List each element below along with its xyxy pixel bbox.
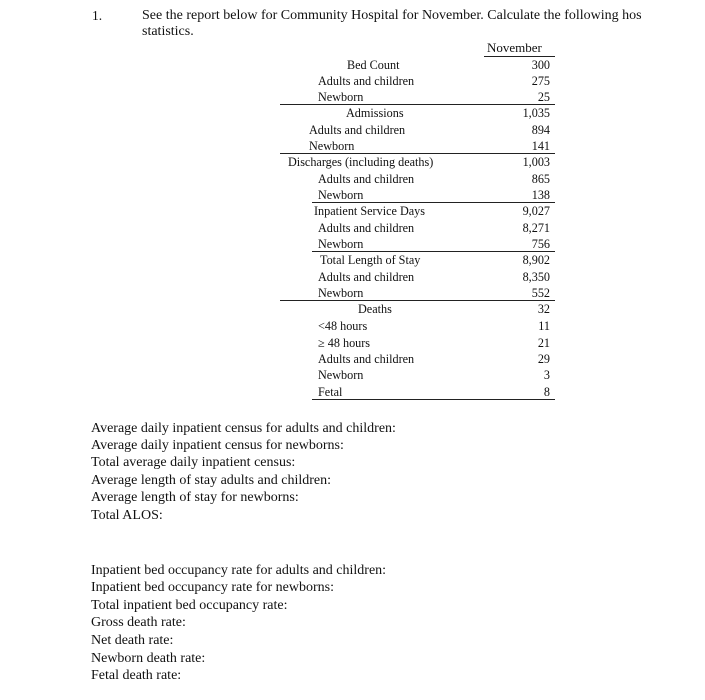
row-value: 9,027 [522, 204, 550, 218]
column-header: November [487, 40, 542, 55]
question-line: Total inpatient bed occupancy rate: [91, 598, 288, 613]
question-line: Gross death rate: [91, 615, 186, 630]
section-divider [312, 202, 555, 203]
question-line: Net death rate: [91, 633, 174, 648]
row-label: Discharges (including deaths) [288, 155, 434, 169]
row-value: 8,271 [522, 221, 550, 235]
row-label: Fetal [318, 385, 343, 399]
header-underline [484, 56, 555, 57]
row-value: 1,003 [522, 155, 550, 169]
row-value: 275 [531, 74, 550, 88]
row-label: ≥ 48 hours [318, 336, 371, 350]
row-label: Newborn [318, 90, 364, 104]
row-label: Bed Count [347, 58, 400, 72]
row-label: Total Length of Stay [320, 253, 421, 267]
row-value: 1,035 [522, 106, 550, 120]
row-value: 21 [537, 336, 550, 350]
intro-line-2: statistics. [142, 24, 194, 39]
row-value: 552 [531, 286, 550, 300]
row-label: Newborn [318, 188, 364, 202]
row-label: Adults and children [318, 221, 415, 235]
row-value: 29 [537, 352, 550, 366]
question-line: Inpatient bed occupancy rate for newborns: [91, 580, 334, 595]
row-value: 8,350 [522, 270, 550, 284]
row-label: Newborn [318, 286, 364, 300]
row-label: Admissions [346, 106, 404, 120]
row-label: Inpatient Service Days [314, 204, 426, 218]
row-value: 25 [537, 90, 550, 104]
question-line: Inpatient bed occupancy rate for adults and children: [91, 563, 387, 578]
row-label: Adults and children [309, 123, 406, 137]
section-divider [280, 300, 555, 301]
table-bottom-rule [312, 399, 555, 400]
question-line: Fetal death rate: [91, 668, 182, 683]
row-label: Newborn [309, 139, 355, 153]
intro-line-1: See the report below for Community Hospital for November. Calculate the following hos [142, 8, 642, 23]
row-label: Adults and children [318, 74, 415, 88]
section-divider [280, 104, 555, 105]
row-label: Newborn [318, 368, 364, 382]
row-value: 3 [543, 368, 550, 382]
section-divider [280, 153, 555, 154]
row-value: 8 [543, 385, 550, 399]
row-label: Adults and children [318, 352, 415, 366]
question-number: 1. [92, 8, 103, 23]
row-value: 8,902 [522, 253, 550, 267]
row-label: <48 hours [318, 319, 368, 333]
question-line: Total average daily inpatient census: [91, 455, 296, 470]
question-line: Average length of stay for newborns: [91, 490, 299, 505]
row-label: Deaths [358, 302, 392, 316]
row-value: 300 [531, 58, 550, 72]
question-line: Total ALOS: [91, 508, 163, 523]
row-value: 138 [531, 188, 550, 202]
question-line: Average length of stay adults and children: [91, 473, 331, 488]
row-value: 865 [531, 172, 550, 186]
row-value: 756 [531, 237, 550, 251]
question-line: Average daily inpatient census for newborns: [91, 438, 344, 453]
question-line: Average daily inpatient census for adults and children: [91, 421, 396, 436]
section-divider [312, 251, 555, 252]
row-value: 11 [538, 319, 550, 333]
row-value: 32 [537, 302, 550, 316]
row-label: Adults and children [318, 172, 415, 186]
row-value: 894 [531, 123, 550, 137]
row-label: Newborn [318, 237, 364, 251]
row-value: 141 [531, 139, 550, 153]
question-line: Newborn death rate: [91, 651, 206, 666]
row-label: Adults and children [318, 270, 415, 284]
